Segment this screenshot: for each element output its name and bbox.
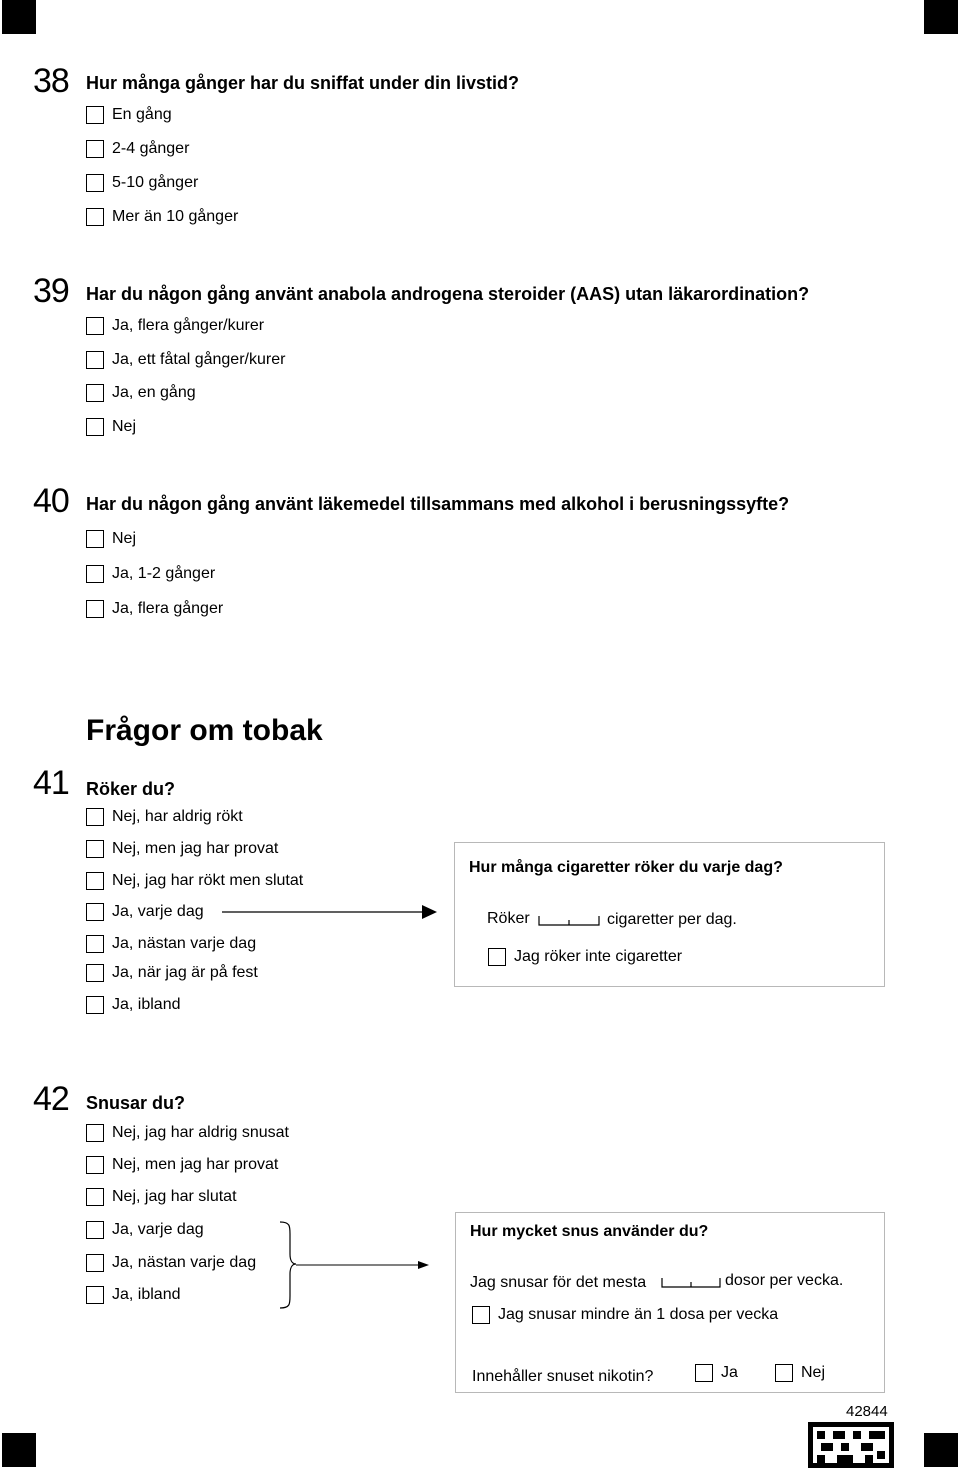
followup-suffix: cigaretter per dag.	[607, 911, 737, 928]
option[interactable]	[86, 933, 256, 955]
question-number: 42	[33, 1080, 69, 1118]
followup-question: Hur mycket snus använder du?	[470, 1223, 709, 1240]
arrow-right-icon	[296, 1259, 430, 1271]
option[interactable]	[86, 382, 196, 404]
option[interactable]	[86, 416, 136, 438]
followup-question: Hur många cigaretter röker du varje dag?	[469, 859, 783, 876]
checkbox[interactable]	[775, 1364, 793, 1382]
checkbox[interactable]	[86, 1286, 104, 1304]
checkbox[interactable]	[86, 140, 104, 158]
form-id: 42844	[846, 1403, 888, 1420]
checkbox[interactable]	[86, 351, 104, 369]
form-barcode	[808, 1422, 894, 1468]
option[interactable]	[86, 206, 238, 228]
checkbox[interactable]	[488, 948, 506, 966]
checkbox[interactable]	[86, 208, 104, 226]
option[interactable]	[472, 1306, 778, 1324]
option-label: 2-4 gånger	[112, 140, 190, 157]
checkbox[interactable]	[86, 174, 104, 192]
option-label: Nej	[112, 418, 137, 435]
option-label: Nej	[112, 530, 137, 547]
question-text: Snusar du?	[86, 1093, 186, 1113]
checkbox[interactable]	[472, 1306, 490, 1324]
option-label: Nej, men jag har provat	[112, 1156, 279, 1173]
option[interactable]	[86, 838, 278, 860]
checkbox[interactable]	[86, 1254, 104, 1272]
option[interactable]	[86, 563, 215, 585]
option-label: Nej, men jag har provat	[112, 840, 279, 857]
checkbox[interactable]	[86, 317, 104, 335]
snus-followup-box	[455, 1212, 885, 1393]
option[interactable]	[86, 806, 243, 828]
option-label: Ja, ibland	[112, 996, 181, 1013]
option-label: Ja, varje dag	[112, 903, 204, 920]
option-label: Ja, flera gånger	[112, 600, 224, 617]
checkbox[interactable]	[86, 384, 104, 402]
checkbox[interactable]	[695, 1364, 713, 1382]
checkbox[interactable]	[86, 840, 104, 858]
cigarettes-per-day-field[interactable]	[538, 914, 600, 926]
option-label: Mer än 10 gånger	[112, 208, 239, 225]
registration-mark-top-left	[2, 0, 36, 34]
option-label: Nej, jag har slutat	[112, 1188, 237, 1205]
option-label: Ja, ibland	[112, 1286, 181, 1303]
option[interactable]	[86, 138, 189, 160]
checkbox[interactable]	[86, 106, 104, 124]
checkbox[interactable]	[86, 996, 104, 1014]
option-label: Nej	[801, 1364, 826, 1381]
question-text: Har du någon gång använt anabola androgena steroider (AAS) utan läkarordination?	[86, 284, 810, 304]
section-title: Frågor om tobak	[86, 714, 323, 747]
checkbox[interactable]	[86, 935, 104, 953]
followup-prefix: Jag snusar för det mesta	[470, 1274, 647, 1291]
nicotine-yes-option[interactable]	[695, 1364, 738, 1382]
followup-prefix: Röker	[487, 910, 530, 927]
option-label: En gång	[112, 106, 172, 123]
option-label: Jag snusar mindre än 1 dosa per vecka	[498, 1306, 779, 1323]
registration-mark-bottom-left	[2, 1433, 36, 1467]
option[interactable]	[86, 349, 285, 371]
checkbox[interactable]	[86, 872, 104, 890]
checkbox[interactable]	[86, 418, 104, 436]
checkbox[interactable]	[86, 530, 104, 548]
option[interactable]	[86, 962, 258, 984]
option-label: Ja, när jag är på fest	[112, 964, 258, 981]
checkbox[interactable]	[86, 1221, 104, 1239]
option[interactable]	[86, 870, 303, 892]
checkbox[interactable]	[86, 565, 104, 583]
checkbox[interactable]	[86, 600, 104, 618]
question-number: 39	[33, 272, 69, 310]
option-label: Nej, jag har aldrig snusat	[112, 1124, 289, 1141]
option-label: Ja, varje dag	[112, 1221, 204, 1238]
checkbox[interactable]	[86, 1188, 104, 1206]
option-label: Jag röker inte cigaretter	[514, 948, 683, 965]
option[interactable]	[86, 901, 204, 923]
registration-mark-bottom-right	[924, 1433, 958, 1467]
followup-suffix: dosor per vecka.	[725, 1272, 844, 1289]
option[interactable]	[86, 172, 198, 194]
option-label: Nej, jag har rökt men slutat	[112, 872, 304, 889]
option[interactable]	[86, 1186, 237, 1208]
option[interactable]	[488, 948, 682, 966]
question-number: 40	[33, 482, 69, 520]
option-label: Ja, en gång	[112, 384, 196, 401]
option-label: Nej, har aldrig rökt	[112, 808, 243, 825]
nicotine-question: Innehåller snuset nikotin?	[472, 1368, 654, 1385]
option[interactable]	[86, 528, 136, 550]
checkbox[interactable]	[86, 1124, 104, 1142]
option-label: Ja, nästan varje dag	[112, 1254, 257, 1271]
question-text: Röker du?	[86, 779, 176, 799]
option-label: Ja, 1-2 gånger	[112, 565, 216, 582]
option[interactable]	[86, 1219, 204, 1241]
option[interactable]	[86, 598, 223, 620]
question-text: Hur många gånger har du sniffat under din livstid?	[86, 73, 520, 93]
option-label: Ja, nästan varje dag	[112, 935, 257, 952]
nicotine-no-option[interactable]	[775, 1364, 825, 1382]
question-text: Har du någon gång använt läkemedel tillsammans med alkohol i berusningssyfte?	[86, 494, 790, 514]
option-label: Ja	[721, 1364, 738, 1381]
checkbox[interactable]	[86, 964, 104, 982]
option-label: 5-10 gånger	[112, 174, 199, 191]
checkbox[interactable]	[86, 808, 104, 826]
checkbox[interactable]	[86, 1156, 104, 1174]
arrow-right-icon	[222, 904, 438, 920]
cigarette-followup-box	[454, 842, 885, 987]
option[interactable]	[86, 1284, 181, 1306]
brace-icon	[278, 1220, 298, 1310]
option[interactable]	[86, 1154, 278, 1176]
option[interactable]	[86, 315, 264, 337]
option[interactable]	[86, 104, 172, 126]
option-label: Ja, flera gånger/kurer	[112, 317, 265, 334]
question-number: 41	[33, 764, 69, 802]
checkbox[interactable]	[86, 903, 104, 921]
option-label: Ja, ett fåtal gånger/kurer	[112, 351, 286, 368]
option[interactable]	[86, 1252, 256, 1274]
dosor-per-vecka-field[interactable]	[661, 1276, 721, 1288]
option[interactable]	[86, 1122, 289, 1144]
registration-mark-top-right	[924, 0, 958, 34]
option[interactable]	[86, 994, 181, 1016]
question-number: 38	[33, 62, 69, 100]
